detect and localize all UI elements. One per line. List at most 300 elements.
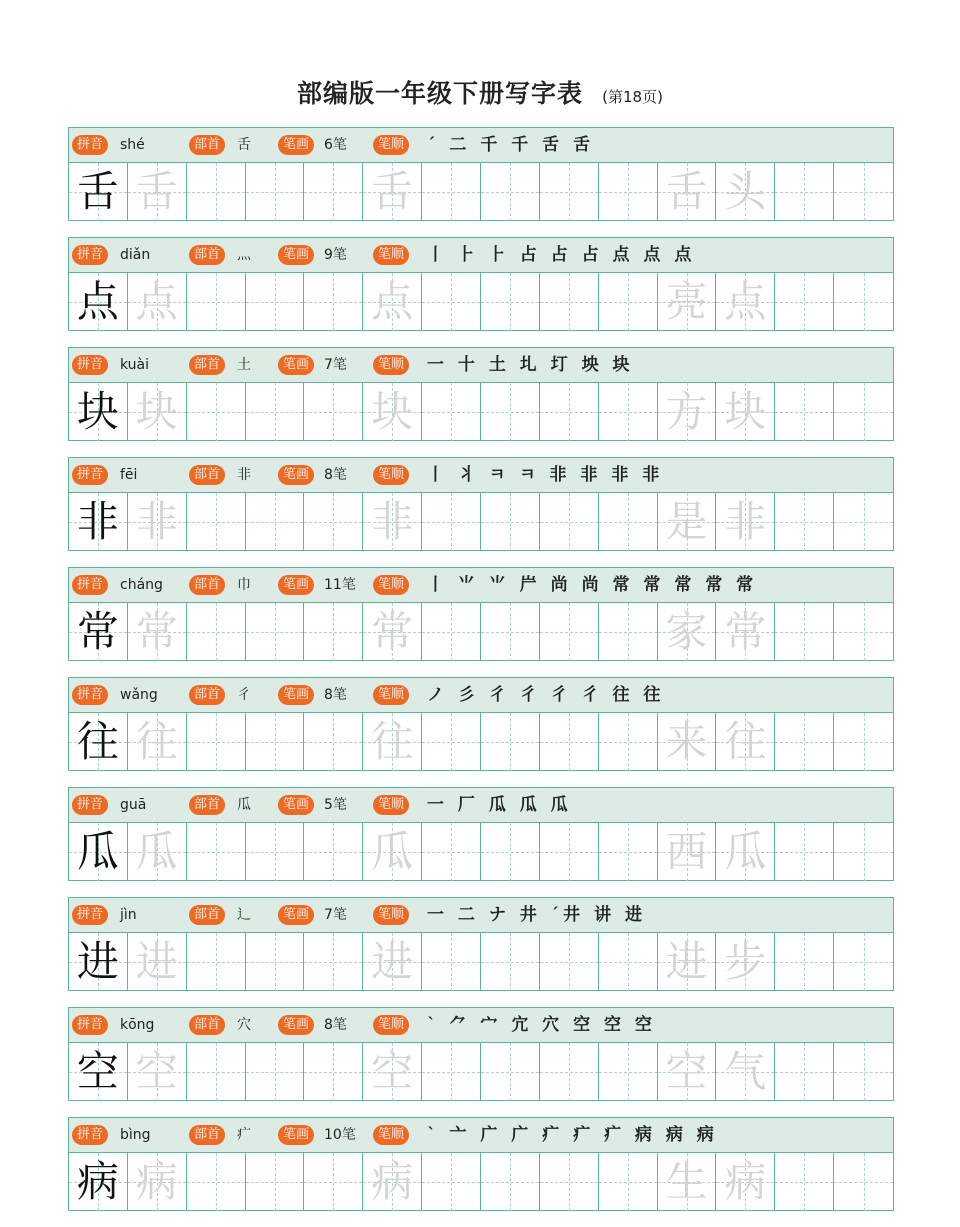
grid-cell[interactable]: [246, 383, 305, 441]
grid-cell[interactable]: [716, 1153, 775, 1211]
radical-tag: 部首: [189, 795, 225, 815]
trace-word-char: 家: [665, 607, 708, 656]
trace-word-char: 气: [724, 1047, 767, 1096]
grid-cell[interactable]: [599, 273, 658, 331]
trace-character: 常: [371, 607, 414, 656]
grid-cell[interactable]: [69, 933, 128, 991]
radical-value: 瓜: [237, 797, 251, 813]
radical-tag: 部首: [189, 355, 225, 375]
stroke-order-value: ノ 彡 彳 彳 彳 彳 往 往: [427, 685, 665, 705]
trace-word-char: 舌: [665, 167, 708, 216]
trace-character: 瓜: [371, 827, 414, 876]
grid-cell[interactable]: [834, 713, 893, 771]
stroke-order-tag: 笔顺: [373, 905, 409, 925]
grid-cell[interactable]: [658, 383, 717, 441]
grid-cell[interactable]: [363, 383, 422, 441]
stroke-order-value: 丨 ⺊ ⺊ 占 占 占 点 点 点: [427, 245, 696, 265]
grid-cell[interactable]: [540, 383, 599, 441]
trace-character: 病: [135, 1157, 178, 1206]
trace-character: 点: [135, 277, 178, 326]
grid-cell[interactable]: [422, 163, 481, 221]
trace-character: 舌: [371, 167, 414, 216]
stroke-order-tag: 笔顺: [373, 355, 409, 375]
grid-cell[interactable]: [187, 383, 246, 441]
stroke-count-tag: 笔画: [278, 1015, 314, 1035]
grid-cell[interactable]: [422, 273, 481, 331]
grid-cell[interactable]: [775, 933, 834, 991]
stroke-count-tag: 笔画: [278, 575, 314, 595]
entry-info-bar: [69, 1118, 893, 1153]
character-entry: [68, 1007, 894, 1101]
trace-word-char: 生: [665, 1157, 708, 1206]
pinyin-value: bìng: [120, 1127, 151, 1143]
pinyin-tag: 拼音: [72, 135, 108, 155]
grid-cell[interactable]: [69, 823, 128, 881]
grid-cell[interactable]: [599, 823, 658, 881]
grid-cell[interactable]: [658, 1153, 717, 1211]
stroke-count-value: 11笔: [324, 577, 356, 593]
entry-info-bar: [69, 678, 893, 713]
stroke-count-value: 6笔: [324, 137, 347, 153]
grid-cell[interactable]: [834, 273, 893, 331]
grid-cell[interactable]: [834, 1153, 893, 1211]
pinyin-tag: 拼音: [72, 1015, 108, 1035]
pinyin-tag: 拼音: [72, 685, 108, 705]
stroke-count-value: 10笔: [324, 1127, 356, 1143]
grid-cell[interactable]: [128, 493, 187, 551]
page-number: (第18页): [602, 88, 663, 106]
grid-cell[interactable]: [422, 1043, 481, 1101]
grid-cell[interactable]: [246, 933, 305, 991]
entry-info-bar: [69, 458, 893, 493]
grid-cell[interactable]: [775, 273, 834, 331]
stroke-count-tag: 笔画: [278, 245, 314, 265]
character-list: [68, 127, 894, 1227]
stroke-order-tag: 笔顺: [373, 1015, 409, 1035]
grid-cell[interactable]: [540, 493, 599, 551]
radical-tag: 部首: [189, 1125, 225, 1145]
entry-info-bar: [69, 898, 893, 933]
model-character: 进: [76, 937, 119, 986]
stroke-order-tag: 笔顺: [373, 795, 409, 815]
grid-cell[interactable]: [304, 273, 363, 331]
entry-info-bar: [69, 348, 893, 383]
radical-tag: 部首: [189, 905, 225, 925]
grid-cell[interactable]: [599, 163, 658, 221]
grid-cell[interactable]: [658, 493, 717, 551]
pinyin-tag: 拼音: [72, 245, 108, 265]
stroke-order-value: 丨 ⺌ ⺌ 屵 尚 尚 常 常 常 常 常: [427, 575, 758, 595]
model-character: 块: [76, 387, 119, 436]
grid-cell[interactable]: [246, 823, 305, 881]
stroke-count-tag: 笔画: [278, 355, 314, 375]
grid-cell[interactable]: [834, 493, 893, 551]
trace-character: 病: [371, 1157, 414, 1206]
grid-cell[interactable]: [540, 273, 599, 331]
radical-value: 穴: [237, 1017, 251, 1033]
grid-cell[interactable]: [304, 493, 363, 551]
grid-cell[interactable]: [128, 1043, 187, 1101]
radical-tag: 部首: [189, 685, 225, 705]
stroke-count-tag: 笔画: [278, 1125, 314, 1145]
entry-info-bar: [69, 128, 893, 163]
worksheet-header: [0, 74, 960, 110]
grid-cell[interactable]: [128, 823, 187, 881]
grid-cell[interactable]: [599, 713, 658, 771]
grid-cell[interactable]: [304, 1153, 363, 1211]
trace-character: 舌: [135, 167, 178, 216]
grid-cell[interactable]: [304, 713, 363, 771]
entry-info-bar: [69, 1008, 893, 1043]
grid-cell[interactable]: [246, 603, 305, 661]
trace-word-char: 病: [724, 1157, 767, 1206]
grid-cell[interactable]: [658, 1043, 717, 1101]
grid-cell[interactable]: [128, 273, 187, 331]
grid-cell[interactable]: [540, 1153, 599, 1211]
grid-cell[interactable]: [304, 603, 363, 661]
trace-word-char: 点: [724, 277, 767, 326]
grid-cell[interactable]: [69, 1043, 128, 1101]
model-character: 非: [76, 497, 119, 546]
grid-cell[interactable]: [716, 823, 775, 881]
character-entry: [68, 1117, 894, 1211]
grid-cell[interactable]: [246, 163, 305, 221]
grid-cell[interactable]: [128, 163, 187, 221]
radical-value: 土: [237, 357, 251, 373]
trace-character: 非: [371, 497, 414, 546]
stroke-count-value: 8笔: [324, 467, 347, 483]
grid-cell[interactable]: [716, 1043, 775, 1101]
trace-character: 进: [135, 937, 178, 986]
pinyin-value: cháng: [120, 577, 163, 593]
grid-cell[interactable]: [363, 713, 422, 771]
grid-cell[interactable]: [834, 1043, 893, 1101]
grid-cell[interactable]: [128, 383, 187, 441]
stroke-order-value: 一 厂 瓜 瓜 瓜: [427, 795, 572, 815]
grid-cell[interactable]: [658, 713, 717, 771]
character-entry: [68, 237, 894, 331]
grid-cell[interactable]: [69, 163, 128, 221]
grid-cell[interactable]: [716, 273, 775, 331]
grid-cell[interactable]: [422, 713, 481, 771]
grid-cell[interactable]: [540, 713, 599, 771]
stroke-order-value: 一 十 土 圠 圢 坱 块: [427, 355, 634, 375]
stroke-order-tag: 笔顺: [373, 575, 409, 595]
pinyin-tag: 拼音: [72, 905, 108, 925]
character-entry: [68, 787, 894, 881]
stroke-count-tag: 笔画: [278, 685, 314, 705]
grid-cell[interactable]: [187, 493, 246, 551]
model-character: 瓜: [76, 827, 119, 876]
grid-cell[interactable]: [363, 273, 422, 331]
model-character: 空: [76, 1047, 119, 1096]
grid-cell[interactable]: [834, 603, 893, 661]
trace-word-char: 方: [665, 387, 708, 436]
grid-cell[interactable]: [304, 823, 363, 881]
radical-tag: 部首: [189, 465, 225, 485]
trace-word-char: 往: [724, 717, 767, 766]
grid-cell[interactable]: [658, 933, 717, 991]
radical-value: 巾: [237, 577, 251, 593]
stroke-count-value: 7笔: [324, 357, 347, 373]
grid-cell[interactable]: [128, 933, 187, 991]
grid-cell[interactable]: [540, 823, 599, 881]
grid-cell[interactable]: [481, 823, 540, 881]
stroke-order-value: ˋ ⺈ 宀 宂 穴 空 空 空: [427, 1015, 656, 1035]
writing-grid: [69, 383, 893, 441]
trace-word-char: 步: [724, 937, 767, 986]
grid-cell[interactable]: [187, 713, 246, 771]
grid-cell[interactable]: [246, 1153, 305, 1211]
grid-cell[interactable]: [658, 273, 717, 331]
grid-cell[interactable]: [422, 933, 481, 991]
model-character: 往: [76, 717, 119, 766]
character-entry: [68, 457, 894, 551]
grid-cell[interactable]: [775, 493, 834, 551]
grid-cell[interactable]: [481, 383, 540, 441]
grid-cell[interactable]: [481, 163, 540, 221]
stroke-count-value: 5笔: [324, 797, 347, 813]
writing-grid: [69, 713, 893, 771]
writing-grid: [69, 493, 893, 551]
grid-cell[interactable]: [716, 603, 775, 661]
pinyin-tag: 拼音: [72, 465, 108, 485]
trace-character: 空: [371, 1047, 414, 1096]
trace-character: 块: [371, 387, 414, 436]
grid-cell[interactable]: [363, 1153, 422, 1211]
grid-cell[interactable]: [422, 493, 481, 551]
grid-cell[interactable]: [187, 823, 246, 881]
grid-cell[interactable]: [481, 603, 540, 661]
stroke-count-value: 9笔: [324, 247, 347, 263]
grid-cell[interactable]: [481, 713, 540, 771]
stroke-count-tag: 笔画: [278, 795, 314, 815]
trace-character: 往: [371, 717, 414, 766]
model-character: 常: [76, 607, 119, 656]
pinyin-value: fēi: [120, 467, 138, 483]
trace-word-char: 是: [665, 497, 708, 546]
radical-value: 灬: [237, 247, 251, 263]
radical-value: 舌: [237, 137, 251, 153]
radical-tag: 部首: [189, 575, 225, 595]
character-entry: [68, 127, 894, 221]
pinyin-value: kuài: [120, 357, 150, 373]
grid-cell[interactable]: [363, 493, 422, 551]
grid-cell[interactable]: [363, 163, 422, 221]
grid-cell[interactable]: [540, 603, 599, 661]
entry-info-bar: [69, 568, 893, 603]
radical-value: 疒: [237, 1127, 251, 1143]
grid-cell[interactable]: [363, 1043, 422, 1101]
grid-cell[interactable]: [304, 383, 363, 441]
grid-cell[interactable]: [775, 1043, 834, 1101]
stroke-order-value: 一 二 ナ 井 ˊ井 讲 进: [427, 905, 647, 925]
stroke-order-tag: 笔顺: [373, 685, 409, 705]
pinyin-value: jìn: [120, 907, 137, 923]
grid-cell[interactable]: [834, 933, 893, 991]
stroke-count-value: 8笔: [324, 687, 347, 703]
grid-cell[interactable]: [481, 493, 540, 551]
grid-cell[interactable]: [775, 1153, 834, 1211]
trace-word-char: 常: [724, 607, 767, 656]
writing-grid: [69, 1043, 893, 1101]
grid-cell[interactable]: [187, 273, 246, 331]
grid-cell[interactable]: [599, 383, 658, 441]
grid-cell[interactable]: [540, 933, 599, 991]
grid-cell[interactable]: [540, 163, 599, 221]
grid-cell[interactable]: [128, 1153, 187, 1211]
stroke-order-tag: 笔顺: [373, 135, 409, 155]
grid-cell[interactable]: [304, 163, 363, 221]
pinyin-value: wǎng: [120, 687, 158, 703]
grid-cell[interactable]: [658, 603, 717, 661]
grid-cell[interactable]: [304, 1043, 363, 1101]
writing-grid: [69, 823, 893, 881]
radical-value: 辶: [237, 907, 251, 923]
trace-word-char: 瓜: [724, 827, 767, 876]
grid-cell[interactable]: [481, 1043, 540, 1101]
grid-cell[interactable]: [69, 603, 128, 661]
grid-cell[interactable]: [422, 1153, 481, 1211]
character-entry: [68, 897, 894, 991]
grid-cell[interactable]: [187, 1043, 246, 1101]
grid-cell[interactable]: [716, 163, 775, 221]
stroke-order-value: ˋ 亠 广 广 疒 疒 疒 病 病 病: [427, 1125, 718, 1145]
grid-cell[interactable]: [716, 713, 775, 771]
grid-cell[interactable]: [187, 933, 246, 991]
writing-grid: [69, 603, 893, 661]
grid-cell[interactable]: [658, 823, 717, 881]
character-entry: [68, 677, 894, 771]
grid-cell[interactable]: [304, 933, 363, 991]
trace-word-char: 来: [665, 717, 708, 766]
character-entry: [68, 347, 894, 441]
stroke-count-tag: 笔画: [278, 905, 314, 925]
trace-word-char: 头: [724, 167, 767, 216]
grid-cell[interactable]: [422, 603, 481, 661]
grid-cell[interactable]: [481, 273, 540, 331]
grid-cell[interactable]: [363, 933, 422, 991]
model-character: 点: [76, 277, 119, 326]
trace-word-char: 进: [665, 937, 708, 986]
trace-character: 空: [135, 1047, 178, 1096]
grid-cell[interactable]: [246, 273, 305, 331]
grid-cell[interactable]: [128, 603, 187, 661]
radical-tag: 部首: [189, 1015, 225, 1035]
grid-cell[interactable]: [775, 383, 834, 441]
worksheet-title: 部编版一年级下册写字表: [297, 79, 584, 108]
trace-character: 点: [371, 277, 414, 326]
trace-character: 瓜: [135, 827, 178, 876]
trace-word-char: 空: [665, 1047, 708, 1096]
grid-cell[interactable]: [775, 163, 834, 221]
radical-value: 彳: [237, 687, 251, 703]
grid-cell[interactable]: [716, 933, 775, 991]
grid-cell[interactable]: [422, 383, 481, 441]
trace-character: 非: [135, 497, 178, 546]
grid-cell[interactable]: [540, 1043, 599, 1101]
grid-cell[interactable]: [716, 493, 775, 551]
pinyin-tag: 拼音: [72, 795, 108, 815]
stroke-count-tag: 笔画: [278, 135, 314, 155]
grid-cell[interactable]: [69, 273, 128, 331]
grid-cell[interactable]: [69, 493, 128, 551]
stroke-order-tag: 笔顺: [373, 465, 409, 485]
grid-cell[interactable]: [69, 713, 128, 771]
grid-cell[interactable]: [187, 603, 246, 661]
stroke-order-tag: 笔顺: [373, 245, 409, 265]
pinyin-tag: 拼音: [72, 1125, 108, 1145]
stroke-order-value: 丨 丬 ㅋ ㅋ 非 非 非 非: [427, 465, 664, 485]
grid-cell[interactable]: [599, 493, 658, 551]
pinyin-tag: 拼音: [72, 575, 108, 595]
radical-value: 非: [237, 467, 251, 483]
grid-cell[interactable]: [187, 163, 246, 221]
writing-grid: [69, 273, 893, 331]
trace-character: 进: [371, 937, 414, 986]
pinyin-value: kōng: [120, 1017, 155, 1033]
grid-cell[interactable]: [599, 1153, 658, 1211]
grid-cell[interactable]: [422, 823, 481, 881]
pinyin-tag: 拼音: [72, 355, 108, 375]
grid-cell[interactable]: [481, 933, 540, 991]
grid-cell[interactable]: [246, 1043, 305, 1101]
grid-cell[interactable]: [834, 823, 893, 881]
grid-cell[interactable]: [69, 383, 128, 441]
grid-cell[interactable]: [599, 1043, 658, 1101]
trace-word-char: 非: [724, 497, 767, 546]
grid-cell[interactable]: [775, 823, 834, 881]
radical-tag: 部首: [189, 135, 225, 155]
grid-cell[interactable]: [128, 713, 187, 771]
grid-cell[interactable]: [246, 493, 305, 551]
grid-cell[interactable]: [599, 933, 658, 991]
trace-word-char: 块: [724, 387, 767, 436]
writing-grid: [69, 1153, 893, 1211]
trace-word-char: 西: [665, 827, 708, 876]
grid-cell[interactable]: [775, 603, 834, 661]
grid-cell[interactable]: [716, 383, 775, 441]
grid-cell[interactable]: [834, 163, 893, 221]
character-entry: [68, 567, 894, 661]
writing-grid: [69, 163, 893, 221]
grid-cell[interactable]: [363, 603, 422, 661]
grid-cell[interactable]: [834, 383, 893, 441]
entry-info-bar: [69, 238, 893, 273]
model-character: 病: [76, 1157, 119, 1206]
pinyin-value: diǎn: [120, 247, 151, 263]
trace-character: 往: [135, 717, 178, 766]
grid-cell[interactable]: [246, 713, 305, 771]
radical-tag: 部首: [189, 245, 225, 265]
grid-cell[interactable]: [187, 1153, 246, 1211]
grid-cell[interactable]: [69, 1153, 128, 1211]
grid-cell[interactable]: [363, 823, 422, 881]
pinyin-value: guā: [120, 797, 147, 813]
grid-cell[interactable]: [658, 163, 717, 221]
grid-cell[interactable]: [481, 1153, 540, 1211]
pinyin-value: shé: [120, 137, 145, 153]
trace-word-char: 亮: [665, 277, 708, 326]
grid-cell[interactable]: [775, 713, 834, 771]
model-character: 舌: [76, 167, 119, 216]
grid-cell[interactable]: [599, 603, 658, 661]
stroke-count-value: 7笔: [324, 907, 347, 923]
stroke-count-value: 8笔: [324, 1017, 347, 1033]
trace-character: 常: [135, 607, 178, 656]
stroke-order-tag: 笔顺: [373, 1125, 409, 1145]
stroke-count-tag: 笔画: [278, 465, 314, 485]
